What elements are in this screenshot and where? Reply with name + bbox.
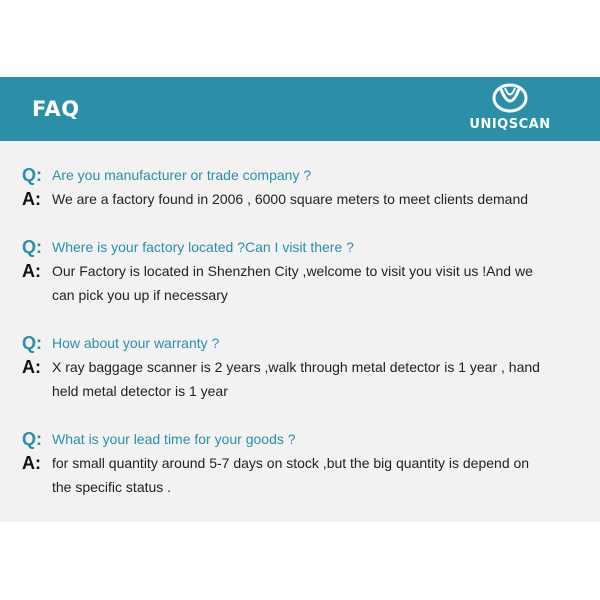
answer-mark: A: — [22, 357, 41, 377]
brand-name: UNIQSCAN — [469, 117, 551, 132]
faq-answer-3 — [22, 355, 540, 379]
faq-answer-1 — [22, 187, 528, 211]
answer-text: Our Factory is located in Shenzhen City ,welcome to visit you visit us !And we — [52, 263, 533, 279]
answer-continuation: held metal detector is 1 year — [52, 383, 228, 399]
question-mark: Q: — [22, 237, 42, 257]
answer-mark: A: — [22, 261, 41, 281]
faq-question-1 — [22, 163, 311, 187]
answer-text: for small quantity around 5-7 days on stock ,but the big quantity is depend on — [52, 455, 530, 471]
faq-question-3 — [22, 331, 219, 355]
answer-mark: A: — [22, 453, 41, 473]
question-text: Are you manufacturer or trade company ? — [52, 167, 312, 183]
faq-answer-2 — [22, 259, 533, 283]
page-title: FAQ — [32, 97, 80, 121]
question-mark: Q: — [22, 429, 42, 449]
question-mark: Q: — [22, 165, 42, 185]
faq-question-4 — [22, 427, 296, 451]
uniqscan-logo-icon — [489, 83, 531, 117]
answer-text: We are a factory found in 2006 , 6000 square meters to meet clients demand — [52, 191, 529, 207]
answer-text: X ray baggage scanner is 2 years ,walk through metal detector is 1 year , hand — [52, 359, 540, 375]
answer-continuation: can pick you up if necessary — [52, 287, 228, 303]
answer-mark: A: — [22, 189, 41, 209]
question-text: Where is your factory located ?Can I visit there ? — [52, 239, 354, 255]
brand-logo — [460, 83, 560, 135]
question-text: How about your warranty ? — [52, 335, 220, 351]
answer-continuation: the specific status . — [52, 479, 172, 495]
faq-answer-4 — [22, 451, 529, 475]
faq-question-2 — [22, 235, 354, 259]
question-mark: Q: — [22, 333, 42, 353]
question-text: What is your lead time for your goods ? — [52, 431, 296, 447]
